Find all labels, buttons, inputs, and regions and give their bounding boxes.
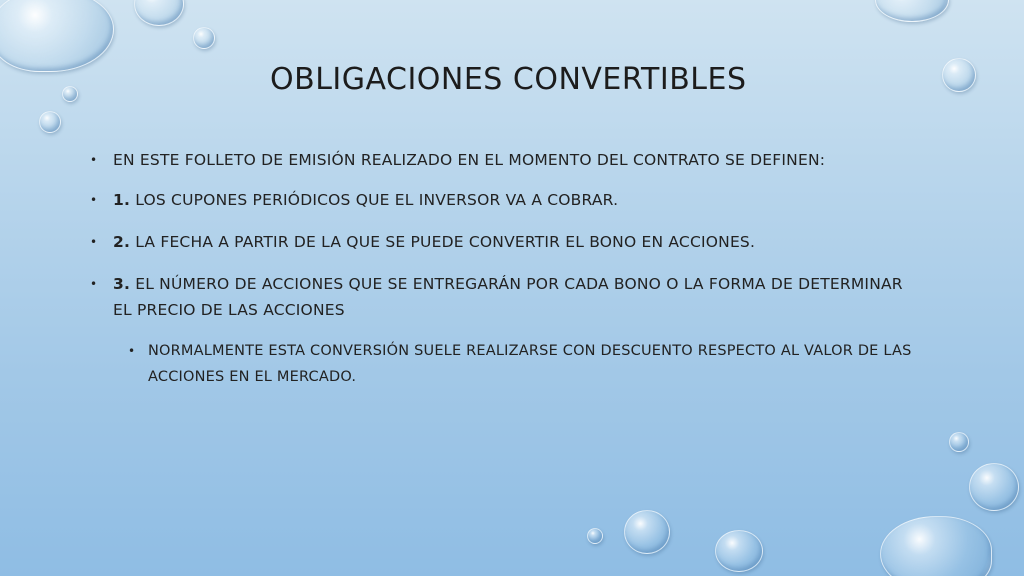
bullet-glyph: • (90, 235, 98, 249)
bullet-glyph: • (90, 193, 98, 207)
bullet-text: 3. EL NÚMERO DE ACCIONES QUE SE ENTREGARÁN POR CADA BONO O LA FORMA DE DETERMINAR EL PRECIO DE LAS ACCIONES (113, 275, 903, 319)
bullet-item (90, 271, 910, 323)
bullet-glyph: • (90, 153, 98, 167)
bullet-glyph: • (128, 344, 136, 358)
sub-bullet-item (128, 338, 928, 390)
bullet-number: 3. (113, 275, 131, 293)
bullet-number: 1. (113, 191, 131, 209)
sub-bullet-text: NORMALMENTE ESTA CONVERSIÓN SUELE REALIZARSE CON DESCUENTO RESPECTO AL VALOR DE LAS ACCIONES EN EL MERCADO. (148, 343, 912, 385)
bullet-item (90, 229, 910, 255)
bullet-item (90, 147, 910, 173)
bullet-text: 2. LA FECHA A PARTIR DE LA QUE SE PUEDE CONVERTIR EL BONO EN ACCIONES. (113, 233, 756, 251)
bullet-text: 1. LOS CUPONES PERIÓDICOS QUE EL INVERSOR VA A COBRAR. (113, 191, 619, 209)
bullet-number: 2. (113, 233, 131, 251)
bullet-text: EN ESTE FOLLETO DE EMISIÓN REALIZADO EN EL MOMENTO DEL CONTRATO SE DEFINEN: (113, 151, 826, 169)
slide-title: OBLIGACIONES CONVERTIBLES (270, 62, 747, 97)
bullet-item (90, 187, 910, 213)
bullet-glyph: • (90, 277, 98, 291)
